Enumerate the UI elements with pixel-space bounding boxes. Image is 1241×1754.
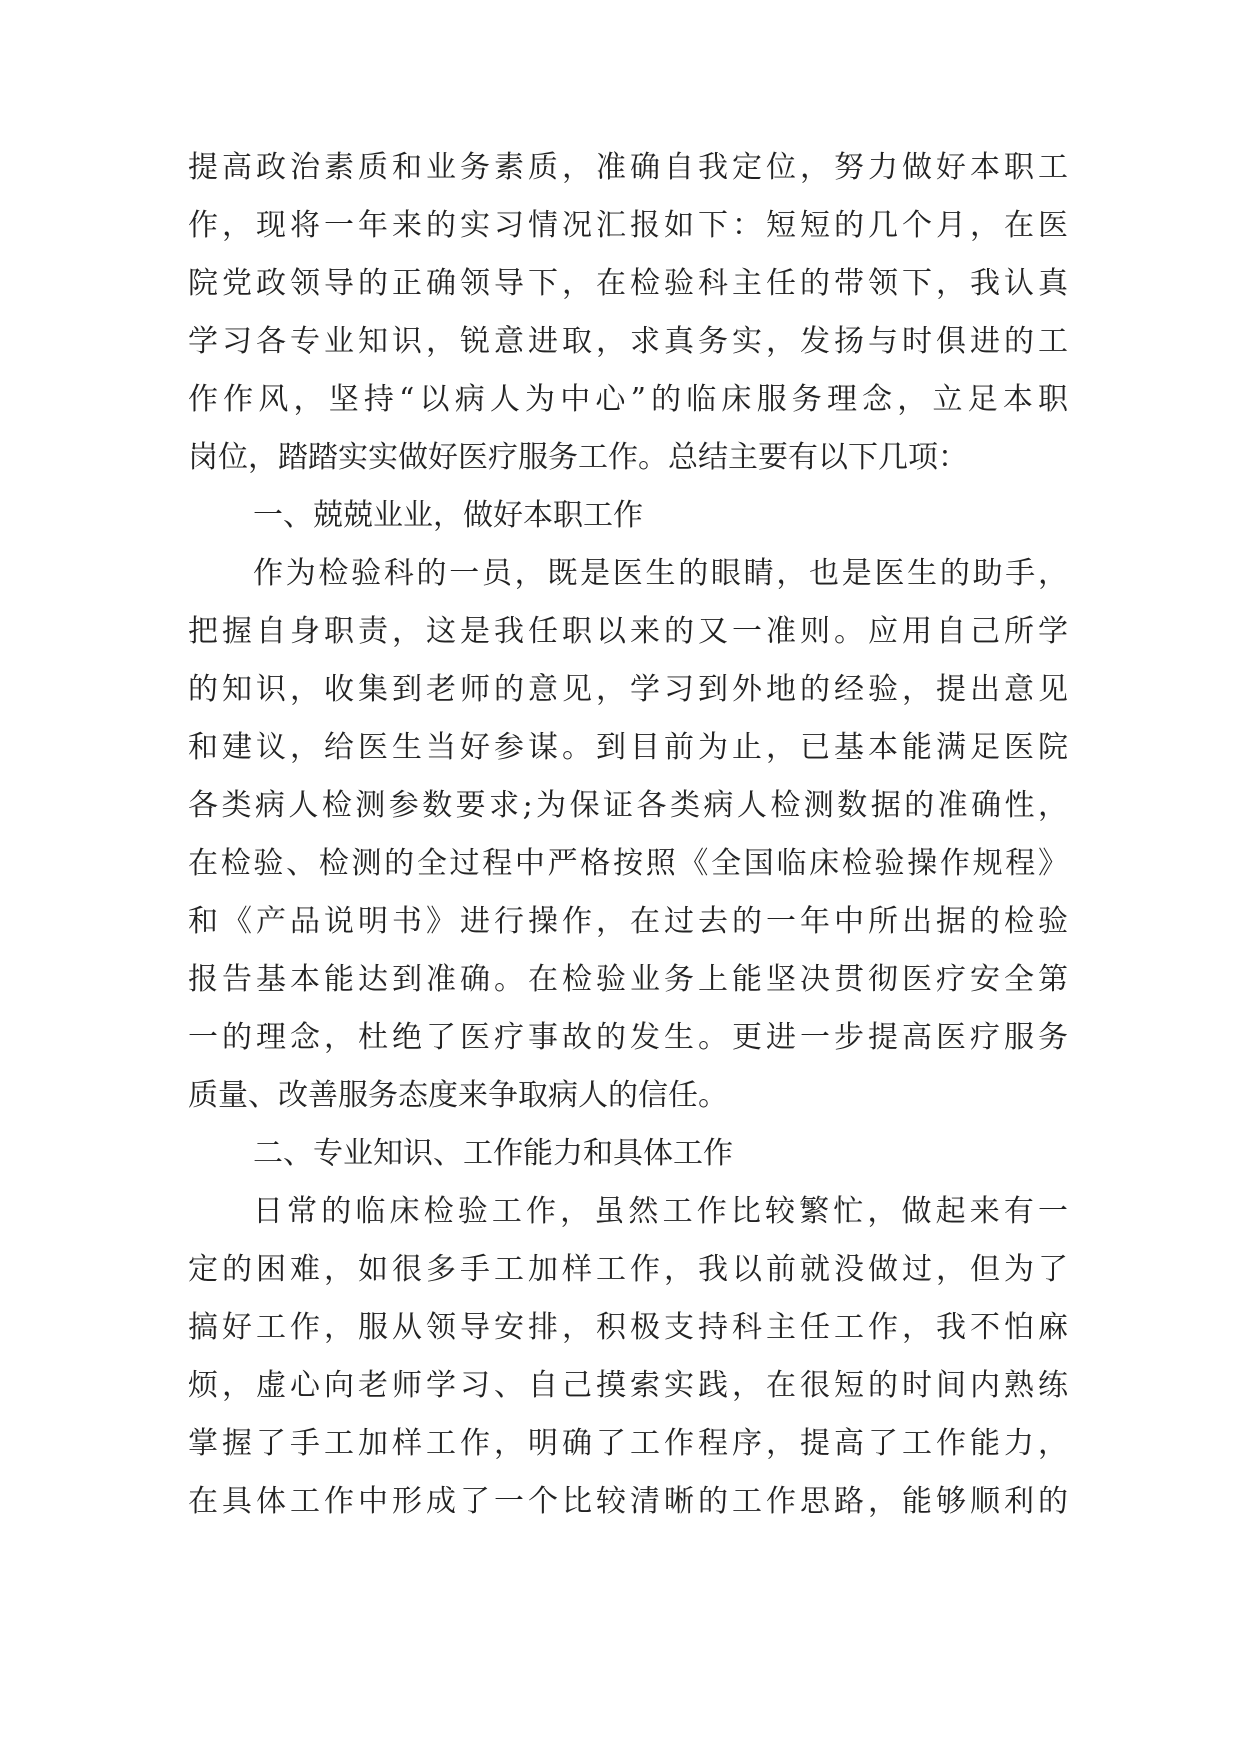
body-line: 岗位，踏踏实实做好医疗服务工作。总结主要有以下几项：	[188, 440, 968, 475]
body-line: 院党政领导的正确领导下，在检验科主任的带领下，我认真	[188, 266, 1068, 301]
body-line: 的知识，收集到老师的意见，学习到外地的经验，提出意见	[188, 672, 1068, 707]
body-line: 作作风，坚持“以病人为中心”的临床服务理念，立足本职	[188, 382, 1068, 417]
body-line: 各类病人检测参数要求;为保证各类病人检测数据的准确性，	[188, 788, 1068, 823]
body-line: 把握自身职责，这是我任职以来的又一准则。应用自己所学	[188, 614, 1068, 649]
body-line: 学习各专业知识，锐意进取，求真务实，发扬与时俱进的工	[188, 324, 1068, 359]
body-line: 作，现将一年来的实习情况汇报如下：短短的几个月，在医	[188, 208, 1068, 243]
body-line: 作为检验科的一员，既是医生的眼睛，也是医生的助手，	[253, 556, 1068, 591]
body-line: 在具体工作中形成了一个比较清晰的工作思路，能够顺利的	[188, 1484, 1068, 1519]
body-line: 搞好工作，服从领导安排，积极支持科主任工作，我不怕麻	[188, 1310, 1068, 1345]
body-line: 提高政治素质和业务素质，准确自我定位，努力做好本职工	[188, 150, 1068, 185]
body-line: 定的困难，如很多手工加样工作，我以前就没做过，但为了	[188, 1252, 1068, 1287]
body-line: 掌握了手工加样工作，明确了工作程序，提高了工作能力，	[188, 1426, 1068, 1461]
section-heading: 二、专业知识、工作能力和具体工作	[253, 1136, 733, 1171]
body-line: 一的理念，杜绝了医疗事故的发生。更进一步提高医疗服务	[188, 1020, 1068, 1055]
body-line: 烦，虚心向老师学习、自己摸索实践，在很短的时间内熟练	[188, 1368, 1068, 1403]
section-heading: 一、兢兢业业，做好本职工作	[253, 498, 643, 533]
body-line: 质量、改善服务态度来争取病人的信任。	[188, 1078, 728, 1113]
body-line: 在检验、检测的全过程中严格按照《全国临床检验操作规程》	[188, 846, 1068, 881]
body-line: 和建议，给医生当好参谋。到目前为止，已基本能满足医院	[188, 730, 1068, 765]
body-line: 日常的临床检验工作，虽然工作比较繁忙，做起来有一	[253, 1194, 1068, 1229]
body-line: 和《产品说明书》进行操作，在过去的一年中所出据的检验	[188, 904, 1068, 939]
body-line: 报告基本能达到准确。在检验业务上能坚决贯彻医疗安全第	[188, 962, 1068, 997]
